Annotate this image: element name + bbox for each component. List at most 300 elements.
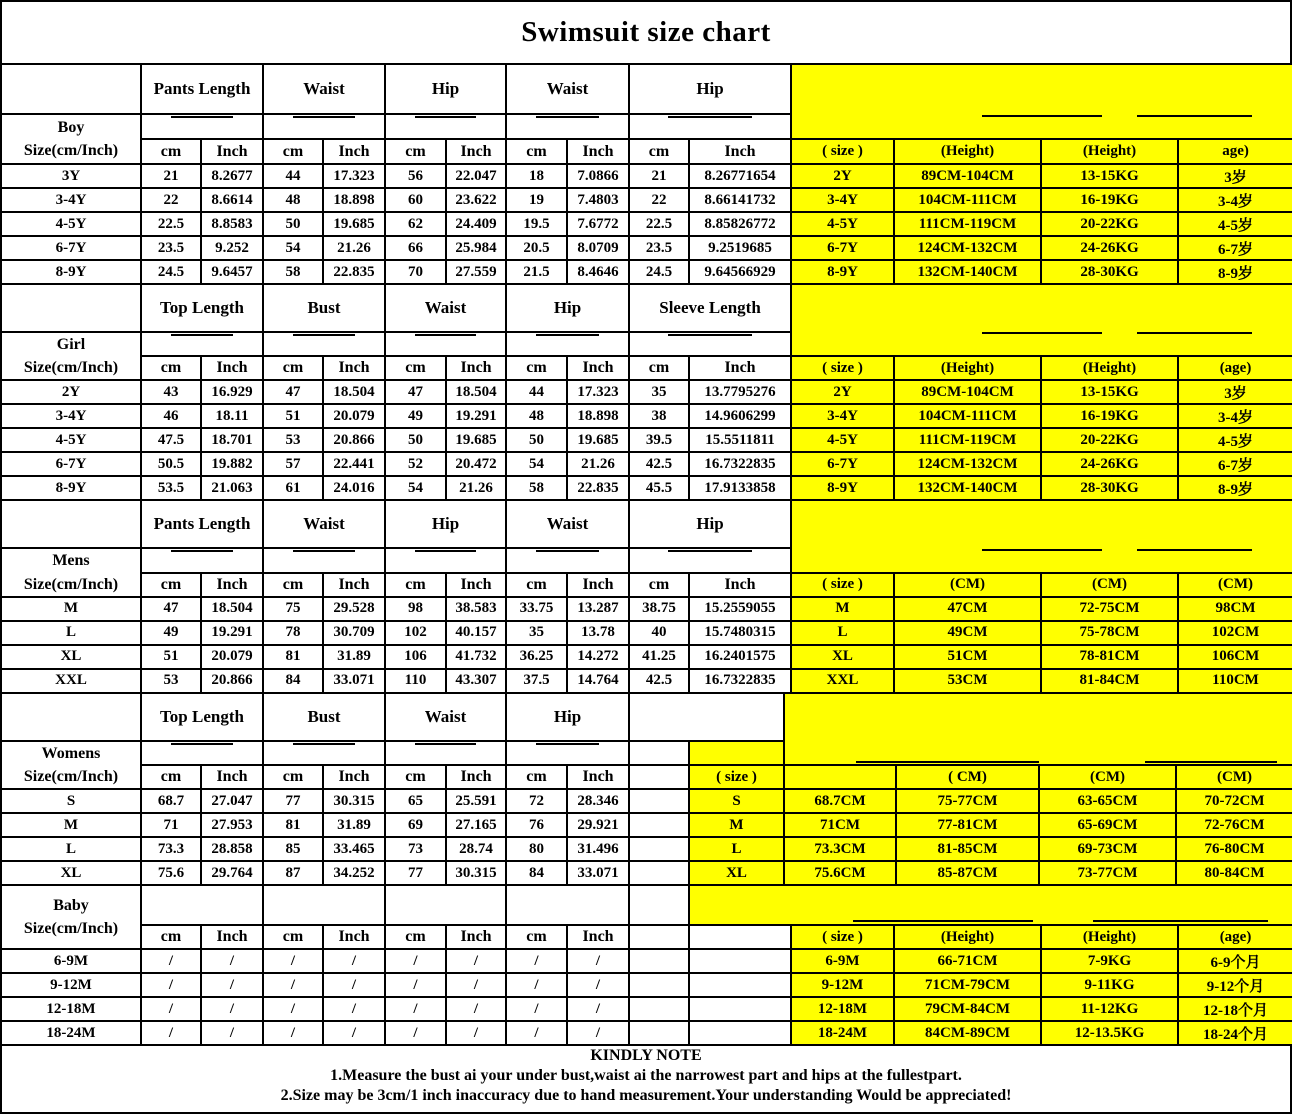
yellow-measurement-value: 71CM-79CM bbox=[894, 973, 1041, 997]
measurement-value: 19 bbox=[506, 188, 567, 212]
yellow-measurement-value: 73-77CM bbox=[1039, 861, 1176, 885]
measurement-value: 17.9133858 bbox=[689, 476, 791, 500]
measurement-value: 9.64566929 bbox=[689, 260, 791, 284]
yellow-column-header: ( size ) bbox=[791, 925, 894, 949]
measurement-value: 40 bbox=[629, 621, 689, 645]
unit-header: Inch bbox=[689, 356, 791, 380]
yellow-measurement-value: 102CM bbox=[1178, 621, 1292, 645]
group-header-pants-length: Pants Length bbox=[141, 64, 263, 114]
group-header-waist: Waist bbox=[263, 64, 385, 114]
label-spacer bbox=[1, 500, 141, 548]
unit-header: Inch bbox=[323, 573, 385, 597]
measurement-value: 78 bbox=[263, 621, 323, 645]
yellow-row-size: S bbox=[689, 789, 784, 813]
measurement-value: 20.5 bbox=[506, 236, 567, 260]
measurement-value: / bbox=[506, 997, 567, 1021]
yellow-measurement-value: 75-78CM bbox=[1041, 621, 1178, 645]
note-line-2: 2.Size may be 3cm/1 inch inaccuracy due to hand measurement.Your understanding Would be appreciated! bbox=[280, 1087, 1012, 1105]
measurement-value: 25.591 bbox=[446, 789, 506, 813]
group-spacer bbox=[141, 885, 263, 925]
measurement-value: 53 bbox=[141, 669, 201, 693]
group-header-row bbox=[1, 693, 1292, 741]
measurement-value: / bbox=[385, 997, 446, 1021]
measurement-value: 13.287 bbox=[567, 597, 629, 621]
row-size-label: 12-18M bbox=[1, 997, 141, 1021]
yellow-measurement-value: 63-65CM bbox=[1039, 789, 1176, 813]
boy-section-label bbox=[1, 114, 141, 164]
yellow-column-header bbox=[784, 765, 896, 789]
measurement-value: 18.898 bbox=[323, 188, 385, 212]
spacer-cell bbox=[629, 1021, 689, 1045]
measurement-value: 20.079 bbox=[201, 645, 263, 669]
womens-label-line-2: Size(cm/Inch) bbox=[23, 767, 119, 785]
yellow-measurement-value: 84CM-89CM bbox=[894, 1021, 1041, 1045]
womens-size-table bbox=[0, 692, 1292, 886]
measurement-value: 62 bbox=[385, 212, 446, 236]
measurement-value: 8.26771654 bbox=[689, 164, 791, 188]
baby-label-line-1: Baby bbox=[53, 896, 89, 914]
measurement-value: 47 bbox=[141, 597, 201, 621]
measurement-value: / bbox=[141, 973, 201, 997]
yellow-measurement-value: 18-24个月 bbox=[1178, 1021, 1292, 1045]
artifact-underline bbox=[668, 116, 751, 118]
yellow-column-header: (age) bbox=[1178, 356, 1292, 380]
table-row bbox=[1, 973, 1292, 997]
spacer-cell bbox=[629, 949, 689, 973]
group-header-top-length: Top Length bbox=[141, 284, 263, 332]
measurement-value: 22.5 bbox=[629, 212, 689, 236]
boy-label-line-1: Boy bbox=[57, 118, 85, 136]
mens-label-line-2: Size(cm/Inch) bbox=[23, 575, 119, 593]
measurement-value: 38.583 bbox=[446, 597, 506, 621]
unit-header: Inch bbox=[323, 356, 385, 380]
group-header-bust: Bust bbox=[263, 693, 385, 741]
measurement-value: 23.622 bbox=[446, 188, 506, 212]
row-size-label: 3-4Y bbox=[1, 404, 141, 428]
measurement-value: 85 bbox=[263, 837, 323, 861]
artifact-line bbox=[853, 920, 1034, 922]
girl-section-label bbox=[1, 332, 141, 380]
unit-header: cm bbox=[141, 925, 201, 949]
measurement-value: 98 bbox=[385, 597, 446, 621]
group-spacer bbox=[263, 114, 385, 139]
measurement-value: 77 bbox=[263, 789, 323, 813]
artifact-underline bbox=[171, 116, 233, 118]
yellow-column-header: (CM) bbox=[1176, 765, 1292, 789]
spacer-cell bbox=[629, 997, 689, 1021]
unit-header: Inch bbox=[567, 925, 629, 949]
artifact-line bbox=[1145, 761, 1277, 763]
measurement-value: / bbox=[385, 1021, 446, 1045]
unit-header: Inch bbox=[201, 139, 263, 164]
group-header-row bbox=[1, 500, 1292, 548]
measurement-value: / bbox=[567, 1021, 629, 1045]
artifact-underline bbox=[536, 116, 599, 118]
yellow-measurement-value: 76-80CM bbox=[1176, 837, 1292, 861]
yellow-row-size: 9-12M bbox=[791, 973, 894, 997]
yellow-measurement-value: 47CM bbox=[894, 597, 1041, 621]
group-spacer bbox=[263, 548, 385, 572]
table-row bbox=[1, 236, 1292, 260]
artifact-line bbox=[1093, 920, 1268, 922]
measurement-value: 53 bbox=[263, 428, 323, 452]
spacer-cell bbox=[629, 925, 689, 949]
yellow-measurement-value: 8-9岁 bbox=[1178, 260, 1292, 284]
unit-header: cm bbox=[506, 573, 567, 597]
yellow-row-size: XXL bbox=[791, 669, 894, 693]
baby-yellow-block bbox=[689, 885, 1292, 925]
measurement-value: 18.701 bbox=[201, 428, 263, 452]
measurement-value: 31.89 bbox=[323, 645, 385, 669]
measurement-value: 33.071 bbox=[567, 861, 629, 885]
yellow-measurement-value: 7-9KG bbox=[1041, 949, 1178, 973]
unit-header-row bbox=[1, 356, 1292, 380]
table-row bbox=[1, 669, 1292, 693]
yellow-measurement-value: 28-30KG bbox=[1041, 260, 1178, 284]
measurement-value: 24.409 bbox=[446, 212, 506, 236]
measurement-value: 30.709 bbox=[323, 621, 385, 645]
measurement-value: 17.323 bbox=[567, 380, 629, 404]
spacer-cell bbox=[629, 973, 689, 997]
yellow-measurement-value: 110CM bbox=[1178, 669, 1292, 693]
group-spacer bbox=[629, 114, 791, 139]
table-row bbox=[1, 645, 1292, 669]
measurement-value: 21.063 bbox=[201, 476, 263, 500]
measurement-value: 51 bbox=[141, 645, 201, 669]
measurement-value: 16.7322835 bbox=[689, 452, 791, 476]
yellow-measurement-value: 65-69CM bbox=[1039, 813, 1176, 837]
unit-header: Inch bbox=[446, 139, 506, 164]
measurement-value: / bbox=[263, 1021, 323, 1045]
yellow-measurement-value: 20-22KG bbox=[1041, 428, 1178, 452]
measurement-value: 27.165 bbox=[446, 813, 506, 837]
measurement-value: / bbox=[506, 973, 567, 997]
yellow-column-header: (Height) bbox=[894, 139, 1041, 164]
unit-header: cm bbox=[629, 573, 689, 597]
yellow-measurement-value: 68.7CM bbox=[784, 789, 896, 813]
table-row bbox=[1, 164, 1292, 188]
unit-header: Inch bbox=[201, 765, 263, 789]
measurement-value: 65 bbox=[385, 789, 446, 813]
yellow-measurement-value: 98CM bbox=[1178, 597, 1292, 621]
measurement-value: 16.7322835 bbox=[689, 669, 791, 693]
spacer-cell bbox=[629, 861, 689, 885]
measurement-value: 52 bbox=[385, 452, 446, 476]
mens-size-table bbox=[0, 499, 1292, 693]
row-size-label: XL bbox=[1, 645, 141, 669]
measurement-value: 22.835 bbox=[567, 476, 629, 500]
group-header-waist: Waist bbox=[385, 693, 506, 741]
yellow-measurement-value: 6-7岁 bbox=[1178, 236, 1292, 260]
table-row bbox=[1, 861, 1292, 885]
yellow-column-header: (age) bbox=[1178, 925, 1292, 949]
yellow-measurement-value: 28-30KG bbox=[1041, 476, 1178, 500]
measurement-value: 22 bbox=[141, 188, 201, 212]
measurement-value: 28.74 bbox=[446, 837, 506, 861]
measurement-value: 9.252 bbox=[201, 236, 263, 260]
measurement-value: 73.3 bbox=[141, 837, 201, 861]
measurement-value: / bbox=[506, 1021, 567, 1045]
measurement-value: 23.5 bbox=[141, 236, 201, 260]
group-header-waist: Waist bbox=[385, 284, 506, 332]
kindly-note-block bbox=[0, 1046, 1292, 1114]
measurement-value: 21.26 bbox=[567, 452, 629, 476]
unit-header: cm bbox=[629, 139, 689, 164]
unit-header: Inch bbox=[689, 573, 791, 597]
spacer-cell bbox=[689, 925, 791, 949]
measurement-value: 7.6772 bbox=[567, 212, 629, 236]
yellow-measurement-value: 75-77CM bbox=[896, 789, 1039, 813]
group-header-hip: Hip bbox=[629, 500, 791, 548]
group-spacer bbox=[141, 114, 263, 139]
measurement-value: / bbox=[446, 997, 506, 1021]
group-spacer bbox=[385, 114, 506, 139]
measurement-value: 9.2519685 bbox=[689, 236, 791, 260]
unit-header: cm bbox=[385, 139, 446, 164]
measurement-value: 28.858 bbox=[201, 837, 263, 861]
measurement-value: 18.504 bbox=[201, 597, 263, 621]
measurement-value: 8.8583 bbox=[201, 212, 263, 236]
group-header-hip: Hip bbox=[385, 500, 506, 548]
row-size-label: L bbox=[1, 837, 141, 861]
group-header-hip: Hip bbox=[506, 693, 629, 741]
girl-label-line-2: Size(cm/Inch) bbox=[23, 359, 119, 377]
measurement-value: 14.272 bbox=[567, 645, 629, 669]
artifact-underline bbox=[668, 334, 751, 336]
measurement-value: 9.6457 bbox=[201, 260, 263, 284]
group-header-pants-length: Pants Length bbox=[141, 500, 263, 548]
yellow-column-header: ( size ) bbox=[791, 139, 894, 164]
row-size-label: 8-9Y bbox=[1, 476, 141, 500]
measurement-value: 81 bbox=[263, 813, 323, 837]
measurement-value: / bbox=[141, 997, 201, 1021]
measurement-value: 49 bbox=[141, 621, 201, 645]
yellow-row-size: 6-9M bbox=[791, 949, 894, 973]
table-row bbox=[1, 212, 1292, 236]
yellow-measurement-value: 24-26KG bbox=[1041, 452, 1178, 476]
measurement-value: 8.66141732 bbox=[689, 188, 791, 212]
yellow-row-size: 8-9Y bbox=[791, 476, 894, 500]
page-title: Swimsuit size chart bbox=[521, 16, 771, 48]
group-header-waist: Waist bbox=[506, 500, 629, 548]
measurement-value: / bbox=[446, 949, 506, 973]
measurement-value: 38 bbox=[629, 404, 689, 428]
artifact-line bbox=[1137, 332, 1252, 334]
yellow-column-header: (Height) bbox=[894, 356, 1041, 380]
measurement-value: 70 bbox=[385, 260, 446, 284]
table-row bbox=[1, 789, 1292, 813]
artifact-line bbox=[1137, 115, 1252, 117]
yellow-row-size: 3-4Y bbox=[791, 188, 894, 212]
yellow-measurement-value: 12-13.5KG bbox=[1041, 1021, 1178, 1045]
measurement-value: 28.346 bbox=[567, 789, 629, 813]
yellow-row-size: 8-9Y bbox=[791, 260, 894, 284]
measurement-value: 45.5 bbox=[629, 476, 689, 500]
unit-header: cm bbox=[141, 573, 201, 597]
measurement-value: / bbox=[201, 973, 263, 997]
unit-header: Inch bbox=[323, 925, 385, 949]
group-header-row bbox=[1, 64, 1292, 114]
label-spacer bbox=[1, 64, 141, 114]
measurement-value: 19.685 bbox=[567, 428, 629, 452]
measurement-value: 18.11 bbox=[201, 404, 263, 428]
row-size-label: 6-9M bbox=[1, 949, 141, 973]
measurement-value: 19.685 bbox=[323, 212, 385, 236]
artifact-underline bbox=[668, 550, 751, 552]
unit-header: Inch bbox=[567, 139, 629, 164]
yellow-row-size: XL bbox=[689, 861, 784, 885]
measurement-value: 33.465 bbox=[323, 837, 385, 861]
group-spacer bbox=[141, 741, 263, 765]
yellow-measurement-value: 12-18个月 bbox=[1178, 997, 1292, 1021]
yellow-column-header: (CM) bbox=[1039, 765, 1176, 789]
womens-section-label bbox=[1, 741, 141, 789]
measurement-value: 41.732 bbox=[446, 645, 506, 669]
yellow-measurement-value: 20-22KG bbox=[1041, 212, 1178, 236]
measurement-value: 31.89 bbox=[323, 813, 385, 837]
yellow-measurement-value: 132CM-140CM bbox=[894, 260, 1041, 284]
measurement-value: / bbox=[263, 973, 323, 997]
measurement-value: 47 bbox=[263, 380, 323, 404]
measurement-value: 39.5 bbox=[629, 428, 689, 452]
yellow-measurement-value: 104CM-111CM bbox=[894, 188, 1041, 212]
measurement-value: 66 bbox=[385, 236, 446, 260]
table-row bbox=[1, 997, 1292, 1021]
artifact-underline bbox=[536, 334, 599, 336]
yellow-column-header: ( size ) bbox=[791, 573, 894, 597]
measurement-value: 18.504 bbox=[446, 380, 506, 404]
unit-header: cm bbox=[506, 139, 567, 164]
group-spacer bbox=[141, 548, 263, 572]
artifact-underline bbox=[415, 550, 477, 552]
measurement-value: / bbox=[567, 949, 629, 973]
measurement-value: 54 bbox=[506, 452, 567, 476]
measurement-value: 29.764 bbox=[201, 861, 263, 885]
yellow-measurement-value: 9-12个月 bbox=[1178, 973, 1292, 997]
artifact-underline bbox=[415, 334, 477, 336]
yellow-measurement-value: 13-15KG bbox=[1041, 380, 1178, 404]
group-header-sleeve-length: Sleeve Length bbox=[629, 284, 791, 332]
unit-header: cm bbox=[506, 765, 567, 789]
yellow-row-size: L bbox=[791, 621, 894, 645]
yellow-measurement-value: 6-9个月 bbox=[1178, 949, 1292, 973]
measurement-value: 19.291 bbox=[201, 621, 263, 645]
table-row bbox=[1, 452, 1292, 476]
yellow-measurement-value: 81-84CM bbox=[1041, 669, 1178, 693]
row-size-label: XL bbox=[1, 861, 141, 885]
group-header-waist: Waist bbox=[506, 64, 629, 114]
spacer-cell bbox=[629, 885, 689, 925]
yellow-row-size: 6-7Y bbox=[791, 452, 894, 476]
measurement-value: 15.5511811 bbox=[689, 428, 791, 452]
table-row bbox=[1, 621, 1292, 645]
measurement-value: 60 bbox=[385, 188, 446, 212]
measurement-value: 58 bbox=[506, 476, 567, 500]
yellow-row-size: M bbox=[689, 813, 784, 837]
measurement-value: 47.5 bbox=[141, 428, 201, 452]
measurement-value: 34.252 bbox=[323, 861, 385, 885]
measurement-value: 8.85826772 bbox=[689, 212, 791, 236]
unit-header: cm bbox=[629, 356, 689, 380]
measurement-value: 72 bbox=[506, 789, 567, 813]
yellow-measurement-value: 51CM bbox=[894, 645, 1041, 669]
note-heading: KINDLY NOTE bbox=[590, 1047, 702, 1065]
yellow-row-size: 6-7Y bbox=[791, 236, 894, 260]
measurement-value: 7.0866 bbox=[567, 164, 629, 188]
table-row bbox=[1, 188, 1292, 212]
womens-yellow-block bbox=[784, 693, 1292, 765]
measurement-value: 20.866 bbox=[201, 669, 263, 693]
measurement-value: 29.921 bbox=[567, 813, 629, 837]
measurement-value: 73 bbox=[385, 837, 446, 861]
group-spacer bbox=[263, 332, 385, 356]
measurement-value: 44 bbox=[263, 164, 323, 188]
measurement-value: 24.5 bbox=[141, 260, 201, 284]
yellow-measurement-value: 70-72CM bbox=[1176, 789, 1292, 813]
unit-header: Inch bbox=[446, 573, 506, 597]
measurement-value: / bbox=[263, 997, 323, 1021]
measurement-value: 19.291 bbox=[446, 404, 506, 428]
yellow-row-size: 2Y bbox=[791, 380, 894, 404]
measurement-value: / bbox=[446, 973, 506, 997]
yellow-measurement-value: 72-76CM bbox=[1176, 813, 1292, 837]
yellow-measurement-value: 132CM-140CM bbox=[894, 476, 1041, 500]
yellow-row-size: M bbox=[791, 597, 894, 621]
spacer-cell bbox=[629, 813, 689, 837]
yellow-row-size: 4-5Y bbox=[791, 212, 894, 236]
measurement-value: 18 bbox=[506, 164, 567, 188]
measurement-value: 33.75 bbox=[506, 597, 567, 621]
measurement-value: 14.9606299 bbox=[689, 404, 791, 428]
yellow-measurement-value: 9-11KG bbox=[1041, 973, 1178, 997]
girl-yellow-block bbox=[791, 284, 1292, 356]
yellow-measurement-value: 49CM bbox=[894, 621, 1041, 645]
yellow-measurement-value: 3-4岁 bbox=[1178, 188, 1292, 212]
measurement-value: 110 bbox=[385, 669, 446, 693]
measurement-value: / bbox=[446, 1021, 506, 1045]
yellow-spacer bbox=[689, 741, 784, 765]
measurement-value: 50 bbox=[506, 428, 567, 452]
group-spacer bbox=[506, 741, 629, 765]
measurement-value: 16.2401575 bbox=[689, 645, 791, 669]
unit-header: cm bbox=[506, 356, 567, 380]
unit-header: Inch bbox=[567, 573, 629, 597]
measurement-value: 19.5 bbox=[506, 212, 567, 236]
group-header-top-length: Top Length bbox=[141, 693, 263, 741]
measurement-value: 24.016 bbox=[323, 476, 385, 500]
group-spacer bbox=[385, 548, 506, 572]
yellow-row-size: L bbox=[689, 837, 784, 861]
table-row bbox=[1, 949, 1292, 973]
unit-header: cm bbox=[263, 573, 323, 597]
measurement-value: 8.6614 bbox=[201, 188, 263, 212]
measurement-value: 68.7 bbox=[141, 789, 201, 813]
measurement-value: 21.5 bbox=[506, 260, 567, 284]
measurement-value: 51 bbox=[263, 404, 323, 428]
yellow-column-header: (Height) bbox=[1041, 925, 1178, 949]
unit-header-row bbox=[1, 573, 1292, 597]
measurement-value: 41.25 bbox=[629, 645, 689, 669]
unit-header: Inch bbox=[323, 139, 385, 164]
spacer-cell bbox=[629, 789, 689, 813]
measurement-value: / bbox=[201, 997, 263, 1021]
measurement-value: 37.5 bbox=[506, 669, 567, 693]
table-row bbox=[1, 837, 1292, 861]
measurement-value: 18.898 bbox=[567, 404, 629, 428]
measurement-value: 49 bbox=[385, 404, 446, 428]
measurement-value: 20.472 bbox=[446, 452, 506, 476]
group-spacer bbox=[263, 885, 385, 925]
